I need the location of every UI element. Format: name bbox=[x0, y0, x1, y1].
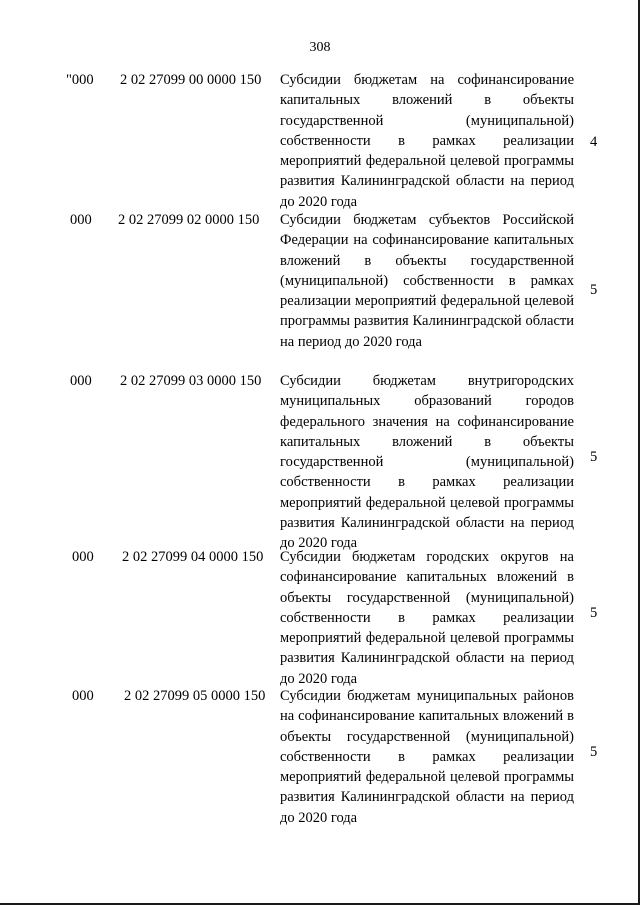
amount-value: 5 bbox=[590, 282, 598, 298]
admin-code: 000 bbox=[70, 373, 92, 389]
admin-code: 000 bbox=[72, 688, 94, 704]
income-description: Субсидии бюджетам муниципальных районов на софинансирование капитальных вложений в объекты государственной (муниципальной) собственности в рамках реализации мероприятий федеральной целевой программы развития Калининградской области на период до 2020 года bbox=[280, 688, 574, 826]
admin-code: 000 bbox=[70, 212, 92, 228]
budget-classification-code: 2 02 27099 05 0000 150 bbox=[124, 688, 266, 704]
income-description: Субсидии бюджетам на софинансирование капитальных вложений в объекты государственной (муниципальной) собственности в рамках реализации мероприятий федеральной целевой программы развития Калининградской области на период до 2020 года bbox=[280, 72, 574, 210]
budget-classification-code: 2 02 27099 04 0000 150 bbox=[122, 549, 264, 565]
budget-classification-code: 2 02 27099 02 0000 150 bbox=[118, 212, 260, 228]
budget-classification-code: 2 02 27099 00 0000 150 bbox=[120, 72, 262, 88]
amount-value: 5 bbox=[590, 605, 598, 621]
admin-code: 000 bbox=[72, 549, 94, 565]
amount-value: 5 bbox=[590, 744, 598, 760]
budget-classification-code: 2 02 27099 03 0000 150 bbox=[120, 373, 262, 389]
admin-code: "000 bbox=[66, 72, 94, 88]
amount-value: 4 bbox=[590, 134, 598, 150]
page-number: 308 bbox=[309, 40, 331, 55]
amount-value: 5 bbox=[590, 449, 598, 465]
income-description: Субсидии бюджетам городских округов на софинансирование капитальных вложений в объекты государственной (муниципальной) собственности в рамках реализации мероприятий федеральной целевой программы развития Калининградской области на период до 2020 года bbox=[280, 549, 574, 687]
income-description: Субсидии бюджетам внутригородских муниципальных образований городов федерального значения на софинансирование капитальных вложений в объекты государственной (муниципальной) собственности в рамках реализации мероприятий федеральной целевой программы развития Калининградской области на период до 2020 года bbox=[280, 373, 574, 552]
income-description: Субсидии бюджетам субъектов Российской Федерации на софинансирование капитальных вложений в объекты государственной (муниципальной) собственности в рамках реализации мероприятий федеральной целевой программы развития Калининградской области на период до 2020 года bbox=[280, 212, 574, 350]
